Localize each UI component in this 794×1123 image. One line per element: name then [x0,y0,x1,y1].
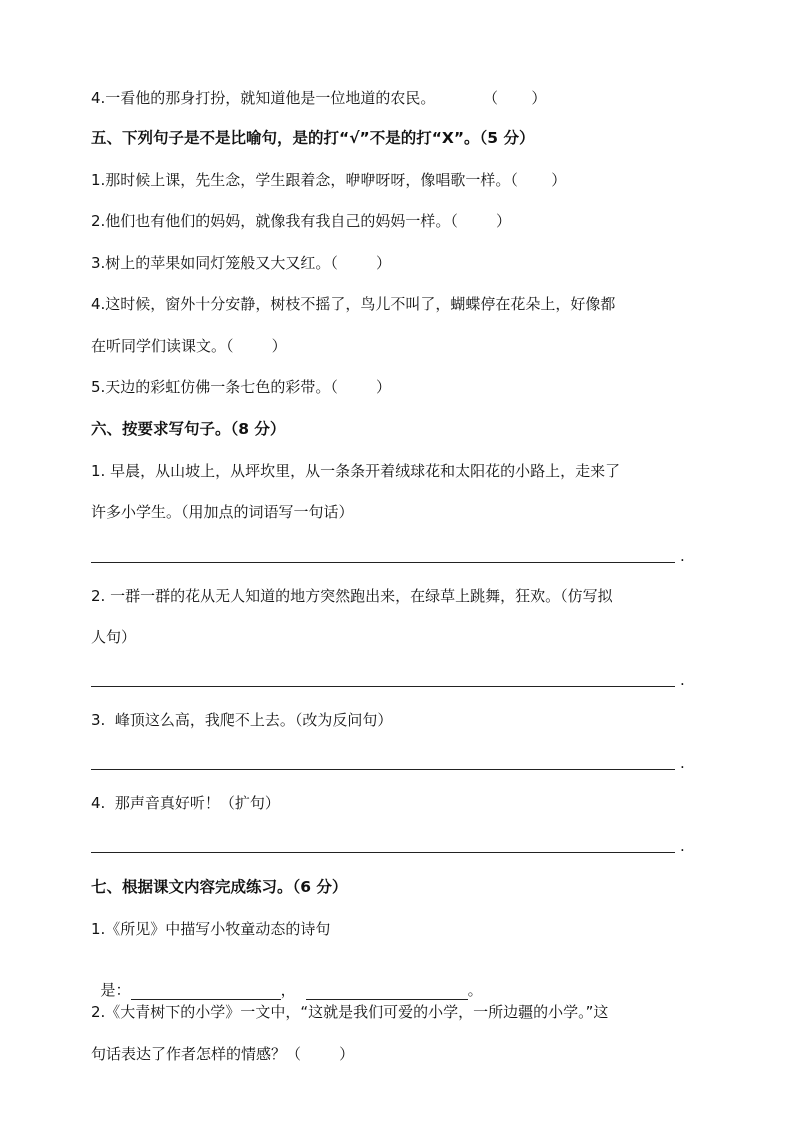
section-7-item-2-line1: 2.《大青树下的小学》一文中，“这就是我们可爱的小学，一所边疆的小学。”这 [91,1003,609,1021]
section-5-item-3: 3.树上的苹果如同灯笼般又大又红。（ ） [91,254,391,272]
answer-line-1-period: . [680,547,685,565]
answer-line-3[interactable] [91,769,675,770]
section-6-item-2-line2: 人句） [91,628,137,646]
answer-line-1[interactable] [91,562,675,563]
answer-line-4[interactable] [91,852,675,853]
section-5-item-1: 1.那时候上课，先生念，学生跟着念，咿咿呀呀，像唱歌一样。（ ） [91,171,567,189]
answer-prefix: 是： [100,981,131,999]
answer-line-4-period: . [680,837,685,855]
blank-period: 。 [467,981,483,999]
answer-line-2-period: . [680,671,685,689]
section-6-item-1-line1: 1. 早晨，从山坡上，从坪坎里，从一条条开着绒球花和太阳花的小路上，走来了 [91,462,621,480]
section-5-item-5: 5.天边的彩虹仿佛一条七色的彩带。（ ） [91,378,391,396]
section-6-item-4: 4. 那声音真好听！（扩句） [91,794,280,812]
section-6-item-2-line1: 2. 一群一群的花从无人知道的地方突然跑出来，在绿草上跳舞，狂欢。（仿写拟 [91,587,613,605]
section-5-item-2: 2.他们也有他们的妈妈，就像我有我自己的妈妈一样。（ ） [91,212,511,230]
section-7-item-1-line1: 1.《所见》中描写小牧童动态的诗句 [91,920,331,938]
fill-blank-2[interactable] [306,983,468,1000]
answer-line-3-period: . [680,754,685,772]
blank-separator: ， [280,981,296,999]
section-7-item-2-line2: 句话表达了作者怎样的情感？（ ） [91,1045,355,1063]
section-5-item-4-line2: 在听同学们读课文。（ ） [91,337,287,355]
fill-blank-1[interactable] [131,983,281,1000]
section-7-heading: 七、根据课文内容完成练习。（6 分） [91,878,348,896]
section-7-item-1-line2 [91,960,483,1000]
section-6-heading: 六、按要求写句子。（8 分） [91,420,286,438]
section-6-item-3: 3. 峰顶这么高，我爬不上去。（改为反问句） [91,711,393,729]
section-6-item-1-line2: 许多小学生。（用加点的词语写一句话） [91,503,354,521]
question-4-text: 4.一看他的那身打扮，就知道他是一位地道的农民。 （ ） [91,89,547,107]
section-5-item-4-line1: 4.这时候，窗外十分安静，树枝不摇了，鸟儿不叫了，蝴蝶停在花朵上，好像都 [91,295,616,313]
answer-line-2[interactable] [91,686,675,687]
section-5-heading: 五、下列句子是不是比喻句，是的打“√”不是的打“X”。（5 分） [91,129,535,147]
